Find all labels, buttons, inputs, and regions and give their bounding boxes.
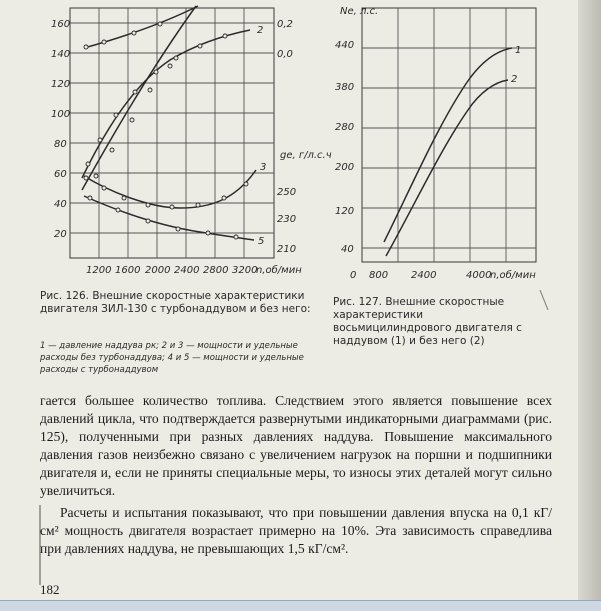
curve-label: 2 xyxy=(511,74,518,85)
fig126-x-ticks xyxy=(86,264,302,276)
fig127-x-ticks xyxy=(350,269,536,281)
fig126-curve-2 xyxy=(82,30,250,178)
tick: 60 xyxy=(54,169,67,180)
tick: 2800 xyxy=(203,265,229,276)
tick: 20 xyxy=(54,229,67,240)
tick: 1600 xyxy=(115,265,141,276)
fig126-hgrid xyxy=(70,23,274,233)
scan-mark xyxy=(540,290,548,310)
fig127-caption: Рис. 127. Внешние скоростные характеристики восьмицилиндрового двигателя с наддувом (1) и без него (2) xyxy=(333,296,522,347)
fig126-y-right-ticks xyxy=(277,19,332,255)
tick: 100 xyxy=(51,109,71,120)
tick: 40 xyxy=(54,199,67,210)
tick: 140 xyxy=(51,49,71,60)
tick: 800 xyxy=(369,270,389,281)
fig126-frame xyxy=(70,8,274,258)
figure-127 xyxy=(335,6,536,281)
fig127-curve-1 xyxy=(384,48,512,242)
taskbar-strip xyxy=(0,600,601,611)
x-unit: n,об/мин xyxy=(256,265,302,276)
tick: 280 xyxy=(335,122,355,133)
y-right-label: gе, г/л.с.ч xyxy=(280,150,332,161)
fig126-vgrid xyxy=(99,8,244,258)
paragraph-1: гается большее количество топлива. Следствием этого является повышение всех давлений цикла, что подтверждается развернутыми индикаторными диаграммами (рис. 125), полученными при разных давлениях наддува. Повышение максимального давления газов неизбежно связано с увеличением нагрузок на поршни и подшипники двигателя и, если не приняты специальные меры, то износы этих деталей могут сильно увеличиться. xyxy=(40,393,552,498)
x-unit: n,об/мин xyxy=(490,270,536,281)
page-number: 182 xyxy=(40,582,60,597)
tick: 4000 xyxy=(466,270,492,281)
fig126-y-left-ticks xyxy=(51,19,70,240)
curve-label: 2 xyxy=(257,25,264,36)
y-label: Nе, л.с. xyxy=(340,6,379,17)
tick: 120 xyxy=(51,79,71,90)
tick: 0 xyxy=(350,270,357,281)
tick: 200 xyxy=(335,162,355,173)
fig126-curve-3 xyxy=(84,170,256,208)
tick: 2400 xyxy=(411,270,437,281)
tick: 0,2 xyxy=(277,19,293,30)
fig127-frame xyxy=(362,8,536,262)
curve-label: 1 xyxy=(515,45,522,56)
tick: 3200 xyxy=(232,265,258,276)
tick: 120 xyxy=(335,206,355,217)
tick: 0,0 xyxy=(277,49,293,60)
tick: 250 xyxy=(277,187,297,198)
fig126-legend: 1 — давление наддува pк; 2 и 3 — мощности и удельные расходы без турбонаддува; 4 и 5 — мощности и удельные расходы с турбонаддувом xyxy=(40,341,304,375)
tick: 210 xyxy=(277,244,297,255)
tick: 380 xyxy=(335,82,355,93)
fig127-y-ticks xyxy=(335,6,378,255)
fig127-hgrid xyxy=(362,48,536,248)
paragraph-2: Расчеты и испытания показывают, что при повышении давления впуска на 0,1 кГ/см² мощность двигателя возрастает примерно на 10%. Эта зависимость справедлива при давлениях наддува, не превышающих 1,5 кГ/см². xyxy=(40,505,552,556)
tick: 2400 xyxy=(174,265,200,276)
tick: 160 xyxy=(51,19,71,30)
tick: 80 xyxy=(54,139,67,150)
tick: 40 xyxy=(341,244,354,255)
figure-126 xyxy=(51,6,332,276)
tick: 440 xyxy=(335,40,355,51)
curve-label: 3 xyxy=(260,162,267,173)
fig126-caption: Рис. 126. Внешние скоростные характеристики двигателя ЗИЛ-130 с турбонаддувом и без него: xyxy=(40,290,311,315)
tick: 1200 xyxy=(86,265,112,276)
tick: 2000 xyxy=(145,265,171,276)
curve-label: 5 xyxy=(258,236,265,247)
tick: 230 xyxy=(277,214,297,225)
